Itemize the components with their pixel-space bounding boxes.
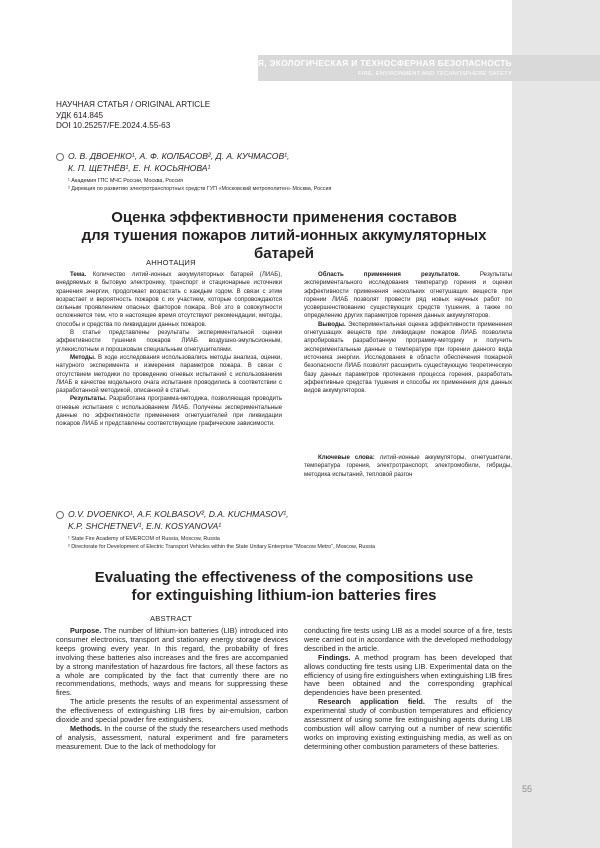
abstract-en-paragraph: Methods. In the course of the study the researchers used methods of analysis, assessment, natural experiment and fire parameters measurement. Due to the lack of methodology for xyxy=(56,723,288,751)
keywords-ru-head: Ключевые слова: xyxy=(318,454,375,461)
article-title-en xyxy=(56,569,512,605)
abstract-en-paragraph: conducting fire tests using LIB as a model source of a fire, tests were carried out in accordance with the developed methodology described in the article. xyxy=(304,626,512,653)
abstract-en-paragraph: Research application field. The results of the experimental study of combustion temperatures and efficiency assessment of using some fire extinguishing agents during LIB combustion will allow carrying out a number of new scientific works on improving existing extinguishing media, as well as on determining other combustion parameters of these batteries. xyxy=(304,697,512,751)
abstract-en-paragraph: The article presents the results of an experimental assessment of the effectiveness of extinguishing LIB fires by air-emulsion, carbon dioxide and special powder fire extinguishers. xyxy=(56,697,288,725)
abstract-label-ru: АННОТАЦИЯ xyxy=(146,258,196,267)
abstract-en-left-column xyxy=(56,627,288,752)
affiliation-ru-1: ¹ Академия ГПС МЧС России, Москва, Россия xyxy=(68,178,184,184)
authors-en-line1: O.V. DVOENKO¹, A.F. KOLBASOV², D.A. KUCHMASOV¹, xyxy=(68,509,289,519)
page-number: 55 xyxy=(522,784,533,794)
journal-section-subtitle: FIRE, ENVIRONMENT AND TECHNOSPHERE SAFETY xyxy=(358,71,512,77)
abstract-ru-paragraph: Результаты. Разработана программа-методика, позволяющая проводить огневые испытания с использованием ЛИАБ. Получены экспериментальные данные по эффективности применения огнетушителей при ликвидации пожаров ЛИАБ и представлены соответствующие графические зависимости. xyxy=(56,395,282,428)
udc: УДК 614.845 xyxy=(56,110,104,120)
abstract-en-paragraph: Findings. A method program has been developed that allows conducting fire tests using LIB. Experimental data on the efficiency of using fire extinguishers when extinguishing LIB fires have been obtained and the corresponding graphical dependencies have been presented. xyxy=(304,652,512,698)
authors-en-line2: K.P. SHCHETNEV¹, E.N. KOSYANOVA¹ xyxy=(68,521,222,531)
abstract-ru-paragraph: В статье представлены результаты экспериментальной оценки эффективности тушения пожаров ЛИАБ воздушно-эмульсионным, углекислотным и порошковым специальным огнетушителями. xyxy=(56,329,282,353)
keywords-ru xyxy=(304,454,512,479)
authors-ru-line2: К. П. ЩЕТНЁВ¹, Е. Н. КОСЬЯНОВА¹ xyxy=(68,163,211,173)
affiliation-en-1: ¹ State Fire Academy of EMERCOM of Russia, Moscow, Russia xyxy=(68,536,220,542)
abstract-ru-paragraph: Область применения результатов. Результаты экспериментального исследования температур горения и оценки эффективности применения нескольких огнетушащих веществ при горении ЛИАБ позволят провести ряд новых научных работ по усовершенствованию существующих средств тушения, а также по определению других параметров горения данных аккумуляторов. xyxy=(304,271,512,320)
authors-en xyxy=(56,508,496,551)
article-title-ru xyxy=(56,209,512,263)
abstract-ru-paragraph: Тема. Количество литий-ионных аккумуляторных батарей (ЛИАБ), внедряемых в бытовую электронику, транспорт и стационарные источники хранения энергии, продолжает возрастать с каждым годом. В связи с этим возрастает и вероятность пожаров с их участием, которые сопровождаются сильным проявлением опасных факторов пожара. Всё это в совокупности осложняется тем, что в настоящее время отсутствуют рекомендации, методы, способы и средства по ликвидации данных пожаров. xyxy=(56,271,282,328)
abstract-label-en: ABSTRACT xyxy=(150,614,193,623)
keywords-ru-text: литий-ионные аккумуляторы, огнетушители, температура горения, электротранспорт, электромобили, гибриды, методика испытаний, тепловой разгон xyxy=(304,454,512,478)
bullet-icon xyxy=(56,153,64,161)
title-en-line2: for extinguishing lithium-ion batteries fires xyxy=(131,587,437,604)
abstract-en-right-column xyxy=(304,627,512,752)
title-en-line1: Evaluating the effectiveness of the compositions use xyxy=(94,569,474,586)
doi: DOI 10.25257/FE.2024.4.55-63 xyxy=(56,121,171,130)
authors-ru xyxy=(56,150,496,193)
article-type: НАУЧНАЯ СТАТЬЯ / ORIGINAL ARTICLE xyxy=(56,100,211,109)
authors-ru-line1: О. В. ДВОЕНКО¹, А. Ф. КОЛБАСОВ², Д. А. КУЧМАСОВ¹, xyxy=(68,151,290,161)
affiliation-ru-2: ² Дирекция по развитию электротранспортных средств ГУП «Московский метрополитен» Москва, Россия xyxy=(68,186,332,192)
abstract-ru-right-column xyxy=(304,271,512,395)
abstract-ru-paragraph: Выводы. Экспериментальная оценка эффективности применения огнетушащих веществ при ликвидации пожаров ЛИАБ позволила апробировать разработанную программу-методику и получить экспериментальные данные о температуре при горении данного вида источника энергии. Исследования в области обеспечения пожарной безопасности ЛИАБ позволят расширить существующую теоретическую базу данных параметров протекания процесса горения, разработать эффективные средства тушения и способы их применения для данных видов аккумуляторов. xyxy=(304,320,512,395)
abstract-ru-left-column xyxy=(56,271,282,429)
affiliation-en-2: ² Directorate for Development of Electric Transport Vehicles within the State Unitary Enterprise "Moscow Metro", Moscow, Russia xyxy=(68,544,376,550)
title-ru-line1: Оценка эффективности применения составов xyxy=(111,209,457,226)
right-margin-strip xyxy=(512,0,600,848)
abstract-ru-paragraph: Методы. В ходе исследования использовались методы анализа, оценки, натурного эксперимента и измерения параметров пожара. В связи с отсутствием методики по проведению огневых испытаний с использованием ЛИАБ в качестве модельного очага испытания проводились в соответствии с разработанной методикой, описанной в статье. xyxy=(56,353,282,395)
abstract-en-paragraph: Purpose. The number of lithium-ion batteries (LIB) introduced into consumer electronics, transport and stationary energy storage devices keeps growing every year. In this regard, the probability of fires involving these batteries also increases and the fires are accompanied by a strong manifestation of hazardous fire factors, all these factors as a whole are complicated by the fact that currently there are no recommendations, methods, ways and means for suppressing these fires. xyxy=(56,626,288,698)
bullet-icon xyxy=(56,511,64,519)
title-ru-line2: для тушения пожаров литий-ионных аккумуляторных батарей xyxy=(81,227,487,262)
article-meta xyxy=(56,100,210,132)
journal-section-title: ПОЖАРНАЯ, ЭКОЛОГИЧЕСКАЯ И ТЕХНОСФЕРНАЯ БЕЗОПАСНОСТЬ xyxy=(212,58,512,68)
